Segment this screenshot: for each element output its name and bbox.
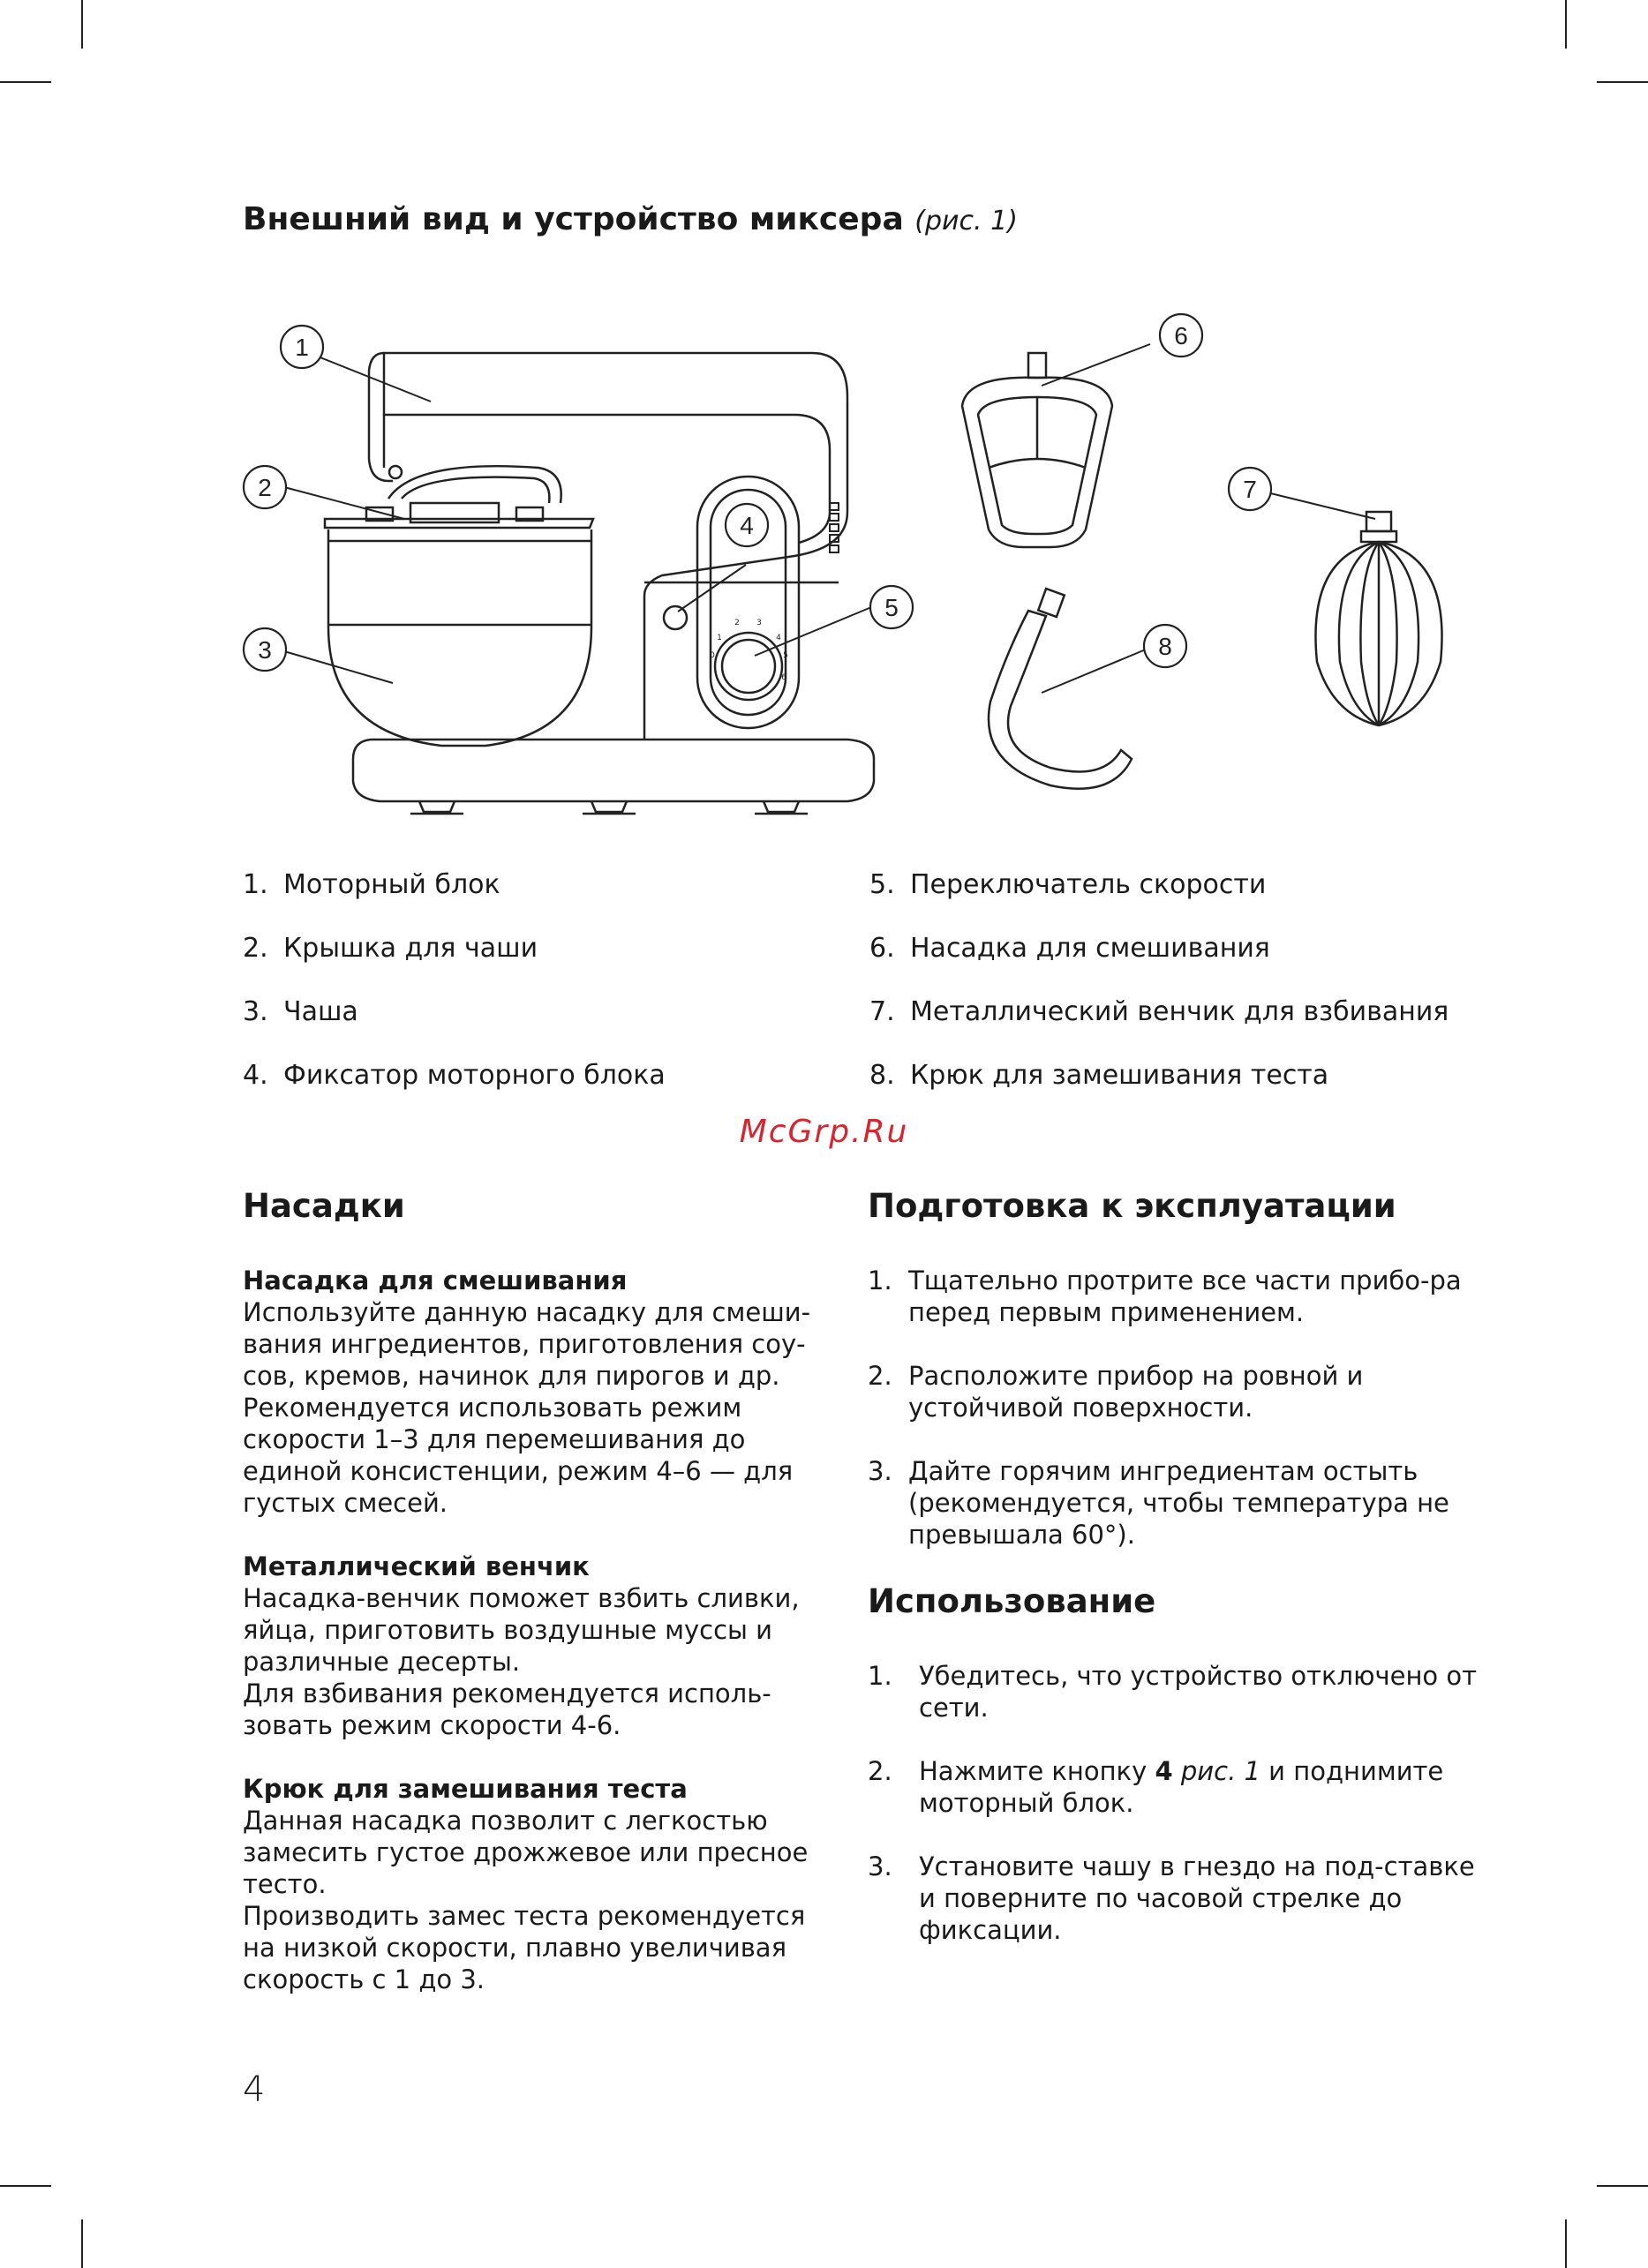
dial-mark: 4 bbox=[776, 634, 781, 642]
parts-list-left bbox=[243, 869, 666, 1123]
mixer-foot bbox=[583, 801, 636, 814]
list-item: 7. Металлический венчик для взбивания bbox=[869, 996, 1449, 1027]
section-title: Насадки bbox=[243, 1187, 405, 1225]
callout-2: 2 bbox=[258, 474, 272, 501]
dough-hook bbox=[989, 589, 1132, 789]
mixer-illustration bbox=[230, 291, 1465, 838]
list-item: 3. Дайте горячим ингредиентам остыть (рекомендуется, чтобы температура не превышала 60°). bbox=[868, 1456, 1449, 1550]
page-number: 4 bbox=[243, 2069, 266, 2110]
section-title: Использование bbox=[868, 1582, 1156, 1620]
list-item: 1. Тщательно протрите все части прибо-ра перед первым применением. bbox=[868, 1265, 1462, 1327]
paragraph: Используйте данную насадку для смеши-вания ингредиентов, приготовления соу-сов, кремов, начинок для пирогов и др. Рекомендуется использовать режим скорости 1–3 для перемешивания до единой консистенции, режим 4–6 — для густых смесей. bbox=[243, 1297, 811, 1518]
callout-7: 7 bbox=[1243, 476, 1257, 503]
crop-mark bbox=[1597, 81, 1648, 83]
speed-dial bbox=[715, 633, 782, 700]
bowl bbox=[328, 529, 591, 746]
crop-mark bbox=[1565, 2219, 1567, 2268]
list-item: 4. Фиксатор моторного блока bbox=[243, 1060, 666, 1091]
title-text: Внешний вид и устройство миксера bbox=[243, 201, 904, 237]
list-item: 1. Убедитесь, что устройство отключено от сети. bbox=[868, 1661, 1478, 1723]
subsection-title: Крюк для замешивания теста bbox=[243, 1774, 688, 1804]
crop-mark bbox=[81, 2219, 83, 2268]
subsection-title: Металлический венчик bbox=[243, 1551, 590, 1581]
usage-section bbox=[868, 1582, 1486, 1946]
flat-beater bbox=[962, 353, 1112, 547]
list-item: 3. Установите чашу в гнездо на под-ставке и поверните по часовой стрелке до фиксации. bbox=[868, 1851, 1475, 1945]
paragraph: Для взбивания рекомендуется исполь-зовать режим скорости 4-6. bbox=[243, 1678, 771, 1740]
callout-4: 4 bbox=[740, 512, 754, 539]
section-title: Подготовка к эксплуатации bbox=[868, 1187, 1396, 1225]
lid-handle bbox=[388, 466, 561, 503]
list-item: 6. Насадка для смешивания bbox=[869, 933, 1270, 964]
figure-ref: (рис. 1) bbox=[914, 206, 1018, 237]
paragraph: Данная насадка позволит с легкостью замесить густое дрожжевое или пресное тесто. bbox=[243, 1806, 809, 1899]
parts-list-right bbox=[869, 869, 1449, 1123]
lock-button bbox=[664, 606, 687, 629]
page-title bbox=[243, 201, 1018, 237]
list-item: 1. Моторный блок bbox=[243, 869, 500, 900]
mixer-foot bbox=[410, 801, 463, 814]
hook-block bbox=[243, 1773, 843, 1995]
callout-1: 1 bbox=[295, 334, 309, 361]
list-item: 8. Крюк для замешивания теста bbox=[869, 1060, 1329, 1091]
list-item: 3. Чаша bbox=[243, 996, 358, 1027]
list-item: 2. Крышка для чаши bbox=[243, 933, 538, 964]
callout-8: 8 bbox=[1158, 633, 1172, 660]
paragraph: Производить замес теста рекомендуется на низкой скорости, плавно увеличивая скорость с 1 до 3. bbox=[243, 1901, 806, 1994]
callout-5: 5 bbox=[884, 594, 899, 621]
dial-mark: 1 bbox=[717, 634, 722, 642]
mixer-foot bbox=[755, 801, 808, 814]
motor-head-cap bbox=[369, 353, 393, 481]
mixing-attachment-block bbox=[243, 1265, 843, 1519]
wire-whisk bbox=[1315, 512, 1441, 725]
callout-6: 6 bbox=[1174, 322, 1188, 349]
dial-mark: 3 bbox=[756, 619, 762, 627]
crop-mark bbox=[1565, 0, 1567, 49]
vent bbox=[830, 503, 839, 552]
watermark: McGrp.Ru bbox=[739, 1114, 909, 1150]
mixer-base bbox=[353, 740, 874, 801]
paragraph: Насадка-венчик поможет взбить сливки, яйца, приготовить воздушные муссы и различные десерты. bbox=[243, 1583, 800, 1677]
crop-mark bbox=[0, 81, 51, 83]
crop-mark bbox=[1597, 2185, 1648, 2187]
dial-mark: 6 bbox=[781, 673, 786, 682]
dial-mark: 2 bbox=[734, 619, 740, 627]
attachments-section bbox=[243, 1187, 843, 2027]
callout-3: 3 bbox=[258, 636, 272, 664]
preparation-section bbox=[868, 1187, 1486, 1978]
list-item: 5. Переключатель скорости bbox=[869, 869, 1267, 900]
list-item: 2. Нажмите кнопку 4 рис. 1 и поднимите моторный блок. bbox=[868, 1756, 1444, 1818]
subsection-title: Насадка для смешивания bbox=[243, 1265, 628, 1295]
whisk-block bbox=[243, 1551, 843, 1741]
crop-mark bbox=[0, 2185, 51, 2187]
dial-mark: 0 bbox=[710, 651, 715, 660]
list-item: 2. Расположите прибор на ровной и устойчивой поверхности. bbox=[868, 1361, 1364, 1423]
crop-mark bbox=[81, 0, 83, 49]
dial-mark: 5 bbox=[783, 651, 788, 660]
